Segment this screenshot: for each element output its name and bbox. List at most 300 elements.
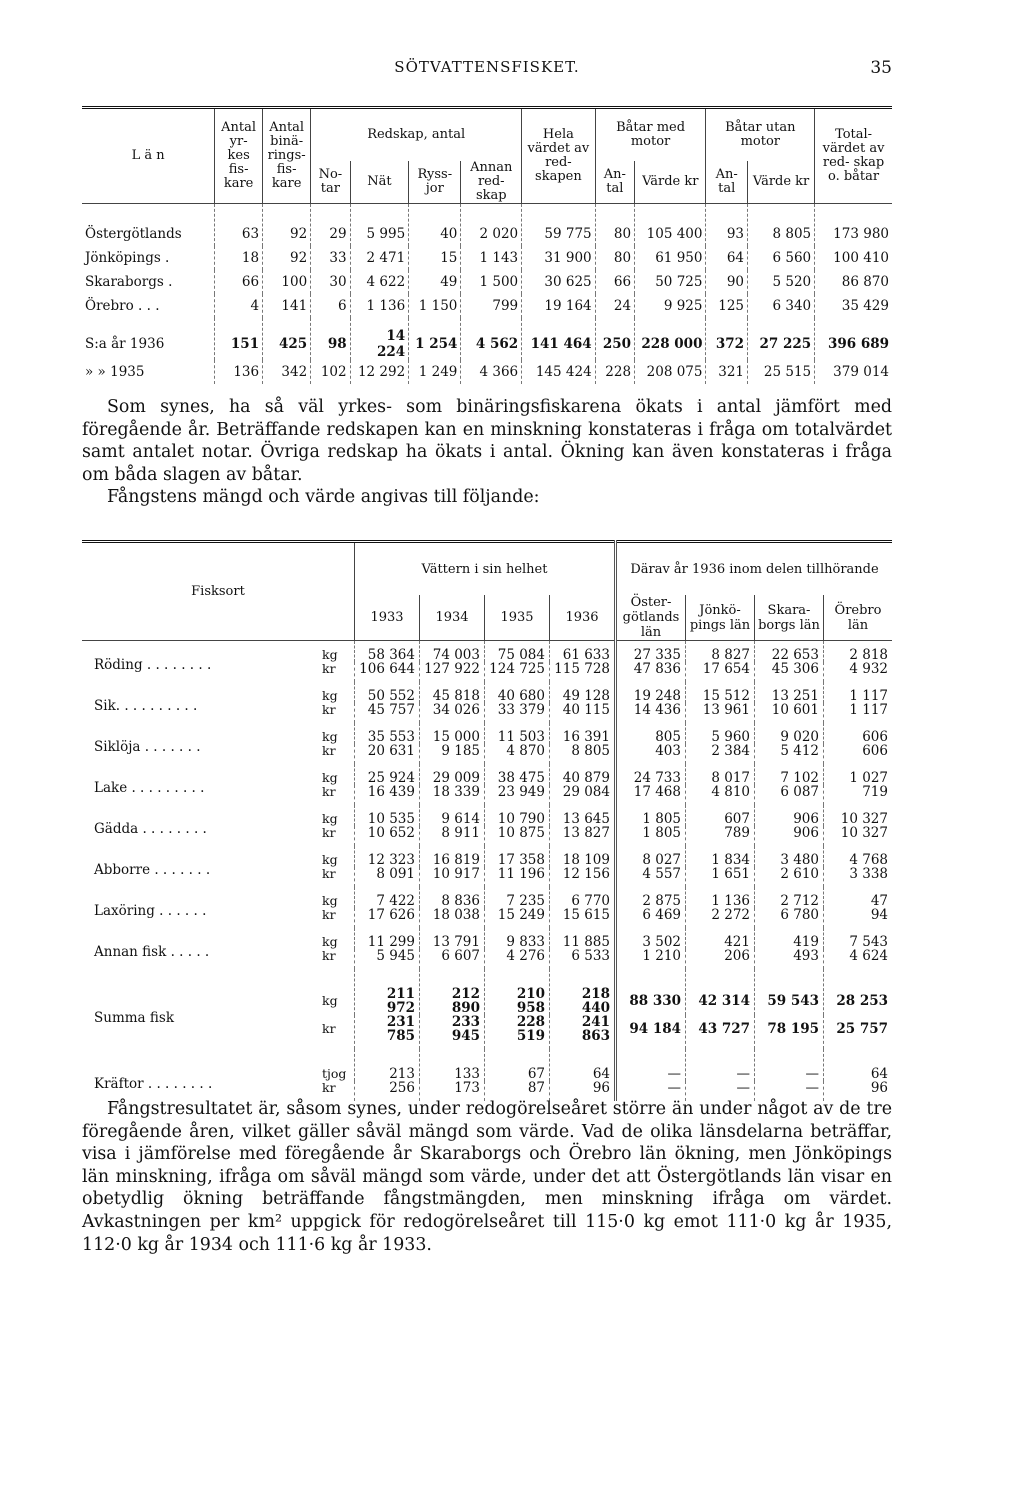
fish-name-label: Annan fisk . . . . . xyxy=(94,944,210,960)
table-cell: 2 610 xyxy=(755,867,824,887)
fish-name-label: Lake . . . . . . . . . xyxy=(94,780,205,796)
col-fisksort: Fisksort xyxy=(191,584,245,599)
unit-label: kr xyxy=(322,825,336,840)
fish-name-label: Abborre . . . . . . . xyxy=(94,862,211,878)
table-cell: 40 xyxy=(409,204,461,247)
table-cell: 403 xyxy=(616,744,686,764)
unit-label: kg xyxy=(322,770,338,785)
table-cell: 16 391 xyxy=(550,723,616,744)
col-batar-utan-antal: An- tal xyxy=(706,161,748,204)
fish-name xyxy=(82,682,318,723)
table-cell: 8 027 xyxy=(616,846,686,867)
table-cell: 17 654 xyxy=(686,662,755,682)
table-cell: 1 150 xyxy=(409,294,461,318)
table-cell: 27 225 xyxy=(748,318,815,360)
unit-label: kg xyxy=(322,893,338,908)
row-label: Jönköpings . xyxy=(85,250,170,266)
table-cell: 7 102 xyxy=(755,764,824,785)
paragraph-1-text: Som synes, ha så väl yrkes- som binäringsfiskarena ökats i antal jämfört med föregående år. Beträffande redskapen kan en minskning konstateras i fråga om totalvärdet samt antalet notar. Övriga redskap ha ökats i antal. Ökning kan även konstateras i fråga om båda slagen av båtar. xyxy=(82,397,892,485)
table-cell: 50 552 xyxy=(355,682,420,703)
table-cell: 8 017 xyxy=(686,764,755,785)
table-cell: 10 535 xyxy=(355,805,420,826)
table-cell: 1 136 xyxy=(686,887,755,908)
table-cell: 1 210 xyxy=(616,949,686,969)
table-cell: 8 091 xyxy=(355,867,420,887)
row-label: Örebro . . . xyxy=(85,298,160,314)
table-cell: 5 520 xyxy=(748,270,815,294)
paragraph-1-lead-in: Fångstens mängd och värde angivas till följande: xyxy=(107,487,540,508)
table-cell: 256 xyxy=(355,1081,420,1101)
table-cell: 8 805 xyxy=(550,744,616,764)
table-cell: 9 614 xyxy=(420,805,485,826)
table-cell: 7 543 xyxy=(824,928,893,949)
table-cell: 906 xyxy=(755,826,824,846)
col-annan-redskap: Annan red- skap xyxy=(461,161,522,204)
table-cell: 136 xyxy=(215,360,263,384)
running-head xyxy=(82,58,892,82)
table-cell: 2 712 xyxy=(755,887,824,908)
table-cell: 43 727 xyxy=(686,1015,755,1049)
table-cell: — xyxy=(616,1049,686,1081)
table-cell: 5 995 xyxy=(350,204,409,247)
table-cell: 719 xyxy=(824,785,893,805)
col-darav: Därav år 1936 inom delen tillhörande xyxy=(616,542,893,596)
table-cell: 96 xyxy=(824,1081,893,1101)
row-label: Skaraborgs . xyxy=(85,274,173,290)
table-row xyxy=(82,805,892,826)
table-cell: 11 299 xyxy=(355,928,420,949)
table-cell: — xyxy=(616,1081,686,1101)
table-cell: 28 253 xyxy=(824,969,893,1015)
table-cell: 64 xyxy=(706,246,748,270)
table-cell: 10 875 xyxy=(485,826,550,846)
table-cell: 13 645 xyxy=(550,805,616,826)
table-cell: 9 185 xyxy=(420,744,485,764)
paragraph-2-text: Fångstresultatet är, såsom synes, under redogörelseåret större än under något av de tre föregående åren, vilket gäller såväl mängd som värde. Vad de olika länsdelarna beträffar, visa i jämförelse med föregående år Skaraborgs och Örebro län ökning, men Jönköpings län minskning, ifråga om såväl mängd som värde, under det att Östergötlands län visar en obetydlig ökning beträffande fångstmängden, men minskning ifråga om värdet. Avkastningen per km² uppgick för redogörelseåret till 115·0 kg emot 111·0 kg år 1935, 112·0 kg år 1934 och 111·6 kg år 1933. xyxy=(82,1099,892,1255)
table-cell: 3 502 xyxy=(616,928,686,949)
table-cell: 13 961 xyxy=(686,703,755,723)
table-cell: 78 195 xyxy=(755,1015,824,1049)
unit-label: kr xyxy=(322,743,336,758)
fish-name-label: Sik. . . . . . . . . . xyxy=(94,698,198,714)
unit-label: kg xyxy=(322,852,338,867)
col-batar-utan-varde: Värde kr xyxy=(748,161,815,204)
table-cell: 33 xyxy=(311,246,350,270)
table-cell: 799 xyxy=(461,294,522,318)
table-cell: 30 xyxy=(311,270,350,294)
table-cell: 18 xyxy=(215,246,263,270)
table-cell: 4 562 xyxy=(461,318,522,360)
unit-label: kg xyxy=(322,811,338,826)
col-year: 1934 xyxy=(420,595,485,641)
table-cell: 6 087 xyxy=(755,785,824,805)
table-cell: 90 xyxy=(706,270,748,294)
table-row xyxy=(82,969,892,1015)
table-cell: 14 224 xyxy=(350,318,409,360)
table-cell: 80 xyxy=(595,204,634,247)
table-cell: 96 xyxy=(550,1081,616,1101)
table-cell: 5 412 xyxy=(755,744,824,764)
unit-label: kr xyxy=(322,702,336,717)
table-cell: 10 327 xyxy=(824,826,893,846)
table-cell: 93 xyxy=(706,204,748,247)
table-cell: 1 500 xyxy=(461,270,522,294)
table-cell: 145 424 xyxy=(522,360,596,384)
unit-label: kg xyxy=(322,934,338,949)
fish-name-label: Siklöja . . . . . . . xyxy=(94,739,201,755)
table-cell: 4 366 xyxy=(461,360,522,384)
unit-label: kr xyxy=(322,866,336,881)
table-cell: 49 128 xyxy=(550,682,616,703)
table-cell: 25 515 xyxy=(748,360,815,384)
table-cell: 6 xyxy=(311,294,350,318)
col-year: 1935 xyxy=(485,595,550,641)
fish-name-label: Laxöring . . . . . . xyxy=(94,903,207,919)
unit-label: kr xyxy=(322,907,336,922)
table-cell: 23 949 xyxy=(485,785,550,805)
table-cell: 106 644 xyxy=(355,662,420,682)
table-cell: 228 000 xyxy=(635,318,706,360)
table-cell: 35 429 xyxy=(815,294,892,318)
table-cell: 18 339 xyxy=(420,785,485,805)
table-cell: 8 911 xyxy=(420,826,485,846)
table-cell: 19 164 xyxy=(522,294,596,318)
table-cell: 1 136 xyxy=(350,294,409,318)
table-cell: 15 xyxy=(409,246,461,270)
table-cell: 45 818 xyxy=(420,682,485,703)
table-cell: 16 439 xyxy=(355,785,420,805)
table-cell: 4 557 xyxy=(616,867,686,887)
equipment-table xyxy=(82,106,892,384)
table-cell: 321 xyxy=(706,360,748,384)
table-cell: 29 084 xyxy=(550,785,616,805)
table-cell: 10 327 xyxy=(824,805,893,826)
table-cell: 228 519 xyxy=(485,1015,550,1049)
table-cell: 66 xyxy=(595,270,634,294)
table-cell: 42 314 xyxy=(686,969,755,1015)
table-cell: 1 651 xyxy=(686,867,755,887)
table-cell: — xyxy=(755,1049,824,1081)
table-cell: 218 440 xyxy=(550,969,616,1015)
table-cell: 66 xyxy=(215,270,263,294)
table-row xyxy=(82,270,892,294)
table-row xyxy=(82,723,892,744)
col-lan: Örebro län xyxy=(824,595,893,641)
table-cell: 231 785 xyxy=(355,1015,420,1049)
table-cell: 75 084 xyxy=(485,641,550,663)
col-batar-med-varde: Värde kr xyxy=(635,161,706,204)
table-cell: 4 810 xyxy=(686,785,755,805)
col-totalvardet: Total- värdet av red- skap o. båtar xyxy=(815,108,892,204)
table-cell: 98 xyxy=(311,318,350,360)
fish-name xyxy=(82,1049,318,1101)
unit-label: kg xyxy=(322,993,338,1008)
paragraph-2 xyxy=(82,1098,892,1256)
table-cell: 19 248 xyxy=(616,682,686,703)
table-cell: 212 890 xyxy=(420,969,485,1015)
table-cell: 45 306 xyxy=(755,662,824,682)
table-row xyxy=(82,294,892,318)
table-cell: 58 364 xyxy=(355,641,420,663)
table-cell: 88 330 xyxy=(616,969,686,1015)
table-cell: 11 503 xyxy=(485,723,550,744)
table-cell: 27 335 xyxy=(616,641,686,663)
table-cell: 2 020 xyxy=(461,204,522,247)
col-redskap-group: Redskap, antal xyxy=(311,108,522,162)
col-year: 1936 xyxy=(550,595,616,641)
table-cell: 789 xyxy=(686,826,755,846)
fish-name xyxy=(82,846,318,887)
table-cell: 9 925 xyxy=(635,294,706,318)
col-hela-vardet: Hela värdet av red- skapen xyxy=(522,108,596,204)
table-cell: 2 818 xyxy=(824,641,893,663)
table-cell: 40 879 xyxy=(550,764,616,785)
unit-label: tjog xyxy=(322,1066,347,1081)
table-cell: 94 xyxy=(824,908,893,928)
table-cell: 22 653 xyxy=(755,641,824,663)
col-batar-med-antal: An- tal xyxy=(595,161,634,204)
table-cell: — xyxy=(686,1049,755,1081)
table-cell: 124 725 xyxy=(485,662,550,682)
table-cell: 24 733 xyxy=(616,764,686,785)
table-row xyxy=(82,764,892,785)
table-cell: 67 xyxy=(485,1049,550,1081)
table-cell: 5 945 xyxy=(355,949,420,969)
table-cell: 4 622 xyxy=(350,270,409,294)
table-cell: 13 251 xyxy=(755,682,824,703)
table-cell: 493 xyxy=(755,949,824,969)
table-cell: 40 680 xyxy=(485,682,550,703)
table-cell: 59 775 xyxy=(522,204,596,247)
table-cell: 3 480 xyxy=(755,846,824,867)
unit-label: kr xyxy=(322,1021,336,1036)
table-cell: 40 115 xyxy=(550,703,616,723)
table-cell: 15 000 xyxy=(420,723,485,744)
table-cell: 2 384 xyxy=(686,744,755,764)
table-cell: 1 027 xyxy=(824,764,893,785)
table-cell: 6 340 xyxy=(748,294,815,318)
fish-name-label: Gädda . . . . . . . . xyxy=(94,821,207,837)
table-row xyxy=(82,1049,892,1081)
table-cell: 61 950 xyxy=(635,246,706,270)
table-cell: 18 109 xyxy=(550,846,616,867)
table-cell: 45 757 xyxy=(355,703,420,723)
table-cell: 1 117 xyxy=(824,682,893,703)
unit-label: kr xyxy=(322,784,336,799)
paragraph-1 xyxy=(82,396,892,509)
table-cell: 206 xyxy=(686,949,755,969)
row-label: » » 1935 xyxy=(85,364,145,380)
unit-label: kr xyxy=(322,661,336,676)
table-cell: 213 xyxy=(355,1049,420,1081)
unit-label: kg xyxy=(322,729,338,744)
table-row xyxy=(82,846,892,867)
col-lan: L ä n xyxy=(131,148,165,163)
table-cell: 15 512 xyxy=(686,682,755,703)
table-cell: 61 633 xyxy=(550,641,616,663)
table-cell: 1 254 xyxy=(409,318,461,360)
table-cell: 10 917 xyxy=(420,867,485,887)
table-cell: 9 833 xyxy=(485,928,550,949)
table-cell: 342 xyxy=(263,360,311,384)
fish-name-label: Kräftor . . . . . . . . xyxy=(94,1076,213,1092)
table-cell: 127 922 xyxy=(420,662,485,682)
table-cell: 50 725 xyxy=(635,270,706,294)
table-cell: — xyxy=(686,1081,755,1101)
table-cell: 17 468 xyxy=(616,785,686,805)
table-cell: 12 292 xyxy=(350,360,409,384)
table-cell: 233 945 xyxy=(420,1015,485,1049)
col-batar-med: Båtar med motor xyxy=(595,108,706,162)
table-cell: 15 249 xyxy=(485,908,550,928)
table-cell: 2 471 xyxy=(350,246,409,270)
table-cell: 1 143 xyxy=(461,246,522,270)
table-cell: 6 560 xyxy=(748,246,815,270)
table-cell: 4 768 xyxy=(824,846,893,867)
table-cell: 15 615 xyxy=(550,908,616,928)
table-cell: 6 469 xyxy=(616,908,686,928)
table-cell: 372 xyxy=(706,318,748,360)
table-cell: 4 870 xyxy=(485,744,550,764)
table-cell: 31 900 xyxy=(522,246,596,270)
col-antal-yrkes: Antal yr- kes fis- kare xyxy=(215,108,263,204)
table-cell: 64 xyxy=(550,1049,616,1081)
fish-name xyxy=(82,641,318,683)
table-cell: 25 924 xyxy=(355,764,420,785)
table-cell: 173 980 xyxy=(815,204,892,247)
unit-label: kr xyxy=(322,1080,336,1095)
table-cell: 24 xyxy=(595,294,634,318)
table-cell: 25 757 xyxy=(824,1015,893,1049)
table-cell: 241 863 xyxy=(550,1015,616,1049)
table-cell: 4 932 xyxy=(824,662,893,682)
table-cell: 7 235 xyxy=(485,887,550,908)
col-ryssjor: Ryss- jor xyxy=(409,161,461,204)
table-cell: 12 156 xyxy=(550,867,616,887)
table-cell: 17 358 xyxy=(485,846,550,867)
running-title: SÖTVATTENSFISKET. xyxy=(394,58,580,76)
table-cell: 29 xyxy=(311,204,350,247)
col-year: 1933 xyxy=(355,595,420,641)
table-cell: 421 xyxy=(686,928,755,949)
table-cell: 11 885 xyxy=(550,928,616,949)
table-row xyxy=(82,887,892,908)
table-cell: 47 836 xyxy=(616,662,686,682)
table-cell: 63 xyxy=(215,204,263,247)
col-lan: Skara- borgs län xyxy=(755,595,824,641)
table-cell: 1 117 xyxy=(824,703,893,723)
table-cell: 906 xyxy=(755,805,824,826)
table-cell: 47 xyxy=(824,887,893,908)
page-number: 35 xyxy=(870,58,892,78)
table-cell: 2 875 xyxy=(616,887,686,908)
unit-label: kg xyxy=(322,647,338,662)
table-cell: 59 543 xyxy=(755,969,824,1015)
table-cell: 86 870 xyxy=(815,270,892,294)
table-cell: 6 770 xyxy=(550,887,616,908)
col-antal-binarings: Antal binä- rings- fis- kare xyxy=(263,108,311,204)
table-cell: 208 075 xyxy=(635,360,706,384)
table-cell: 4 xyxy=(215,294,263,318)
table-cell: 3 338 xyxy=(824,867,893,887)
table-cell: 141 464 xyxy=(522,318,596,360)
table-cell: 10 601 xyxy=(755,703,824,723)
table-cell: 805 xyxy=(616,723,686,744)
table-row xyxy=(82,204,892,247)
table-cell: 173 xyxy=(420,1081,485,1101)
table-cell: 379 014 xyxy=(815,360,892,384)
sum-row xyxy=(82,360,892,384)
fish-name xyxy=(82,764,318,805)
table-cell: 13 827 xyxy=(550,826,616,846)
table-cell: 35 553 xyxy=(355,723,420,744)
unit-label: kr xyxy=(322,948,336,963)
table-cell: 606 xyxy=(824,723,893,744)
table-cell: 16 819 xyxy=(420,846,485,867)
fish-name-label: Summa fisk xyxy=(94,1010,174,1026)
table-cell: 100 xyxy=(263,270,311,294)
table-cell: 80 xyxy=(595,246,634,270)
table-cell: 7 422 xyxy=(355,887,420,908)
fish-name xyxy=(82,969,318,1049)
table-cell: 29 009 xyxy=(420,764,485,785)
table-cell: 6 533 xyxy=(550,949,616,969)
sum-row xyxy=(82,318,892,360)
table-cell: 5 960 xyxy=(686,723,755,744)
table-cell: 141 xyxy=(263,294,311,318)
table-cell: 419 xyxy=(755,928,824,949)
table-cell: 6 607 xyxy=(420,949,485,969)
col-lan: Jönkö- pings län xyxy=(686,595,755,641)
table-cell: 9 020 xyxy=(755,723,824,744)
fish-name xyxy=(82,723,318,764)
row-label: S:a år 1936 xyxy=(85,336,165,352)
table-cell: 102 xyxy=(311,360,350,384)
fish-name xyxy=(82,805,318,846)
table-cell: 1 834 xyxy=(686,846,755,867)
table-cell: 10 652 xyxy=(355,826,420,846)
col-notar: No- tar xyxy=(311,161,350,204)
table-cell: 92 xyxy=(263,204,311,247)
table-cell: 8 827 xyxy=(686,641,755,663)
table-cell: 2 272 xyxy=(686,908,755,928)
table-cell: 1 805 xyxy=(616,805,686,826)
table-cell: 92 xyxy=(263,246,311,270)
table-cell: 12 323 xyxy=(355,846,420,867)
table-cell: 64 xyxy=(824,1049,893,1081)
table-cell: 125 xyxy=(706,294,748,318)
table-cell: 133 xyxy=(420,1049,485,1081)
table-cell: 94 184 xyxy=(616,1015,686,1049)
col-nat: Nät xyxy=(350,161,409,204)
table-cell: 14 436 xyxy=(616,703,686,723)
table-cell: 33 379 xyxy=(485,703,550,723)
table-row xyxy=(82,641,892,663)
table-cell: 100 410 xyxy=(815,246,892,270)
table-cell: 211 972 xyxy=(355,969,420,1015)
table-cell: 8 805 xyxy=(748,204,815,247)
fish-name-label: Röding . . . . . . . . xyxy=(94,657,212,673)
table-cell: 115 728 xyxy=(550,662,616,682)
row-label: Östergötlands xyxy=(85,226,182,242)
table-cell: 17 626 xyxy=(355,908,420,928)
table-cell: 1 805 xyxy=(616,826,686,846)
table-cell: 250 xyxy=(595,318,634,360)
table-cell: 425 xyxy=(263,318,311,360)
table-cell: 30 625 xyxy=(522,270,596,294)
table-cell: 13 791 xyxy=(420,928,485,949)
table-cell: 11 196 xyxy=(485,867,550,887)
